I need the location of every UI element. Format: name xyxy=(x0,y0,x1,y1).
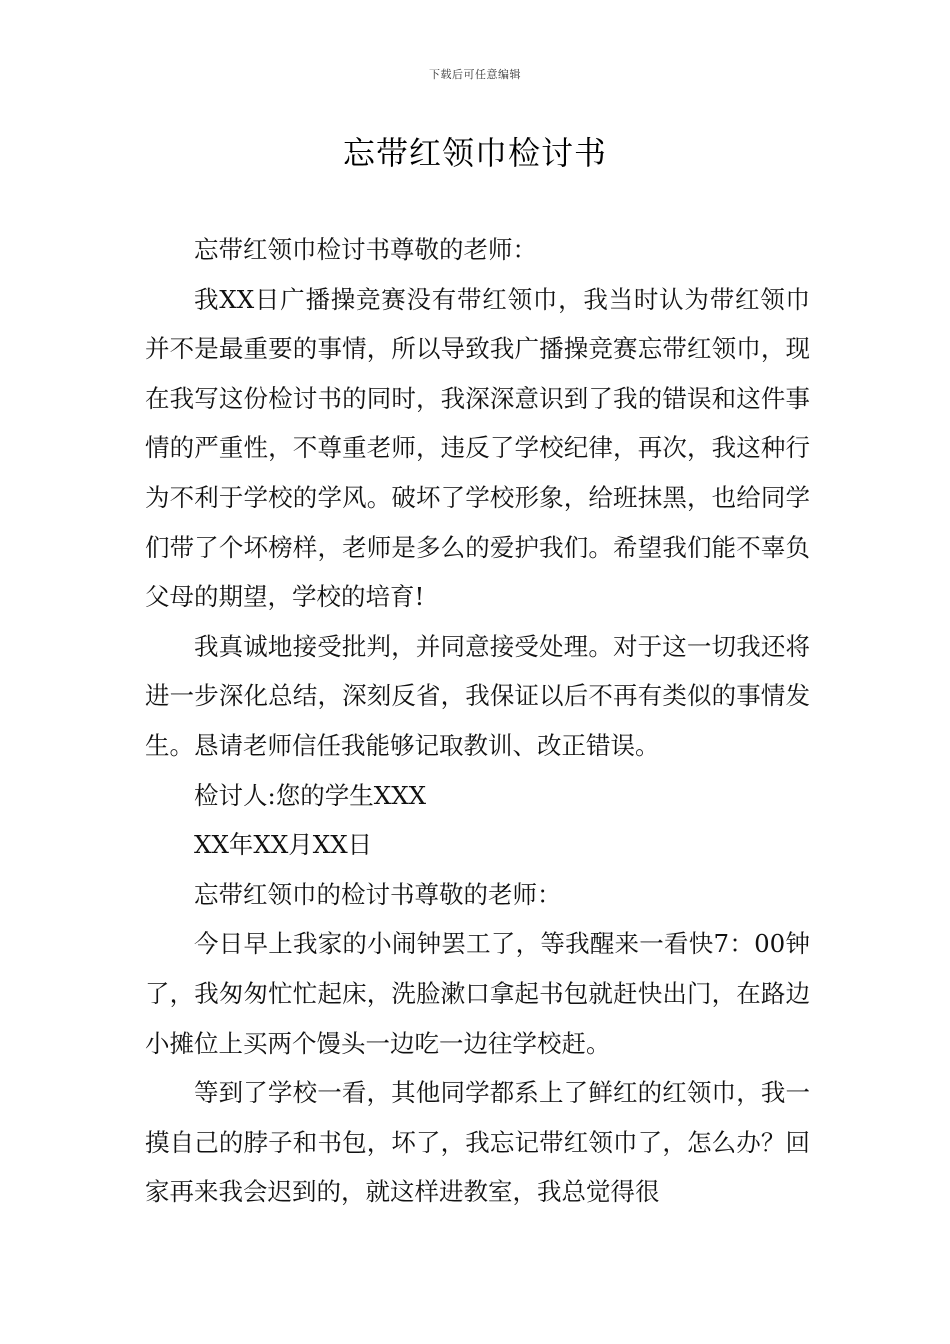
body-paragraph: 我真诚地接受批判，并同意接受处理。对于这一切我还将进一步深化总结，深刻反省，我保证以后不再有类似的事情发生。恳请老师信任我能够记取教训、改正错误。 xyxy=(145,631,810,760)
salutation-paragraph: 忘带红领巾检讨书尊敬的老师： xyxy=(194,235,537,264)
header-note: 下载后可任意编辑 xyxy=(429,68,521,81)
body-paragraph: 今日早上我家的小闹钟罢工了，等我醒来一看快7：00钟了，我匆匆忙忙起床，洗脸漱口拿起书包就赶快出门，在路边小摊位上买两个馒头一边吃一边往学校赶。 xyxy=(145,929,810,1058)
document-title: 忘带红领巾检讨书 xyxy=(342,134,607,172)
date-line: XX年XX月XX日 xyxy=(194,830,373,860)
document-body xyxy=(145,225,810,1217)
signature-line: 检讨人:您的学生XXX xyxy=(194,780,427,810)
salutation-paragraph: 忘带红领巾的检讨书尊敬的老师： xyxy=(194,879,562,909)
body-paragraph: 等到了学校一看，其他同学都系上了鲜红的红领巾，我一摸自己的脖子和书包，坏了，我忘记带红领巾了，怎么办？回家再来我会迟到的，就这样进教室，我总觉得很 xyxy=(145,1078,810,1207)
body-paragraph: 我XX日广播操竞赛没有带红领巾，我当时认为带红领巾并不是最重要的事情，所以导致我广播操竞赛忘带红领巾，现在我写这份检讨书的同时，我深深意识到了我的错误和这件事情的严重性，不尊重老师，违反了学校纪律，再次，我这种行为不利于学校的学风。破坏了学校形象，给班抹黑，也给同学们带了个坏榜样，老师是多么的爱护我们。希望我们能不辜负父母的期望，学校的培育! xyxy=(145,284,810,612)
